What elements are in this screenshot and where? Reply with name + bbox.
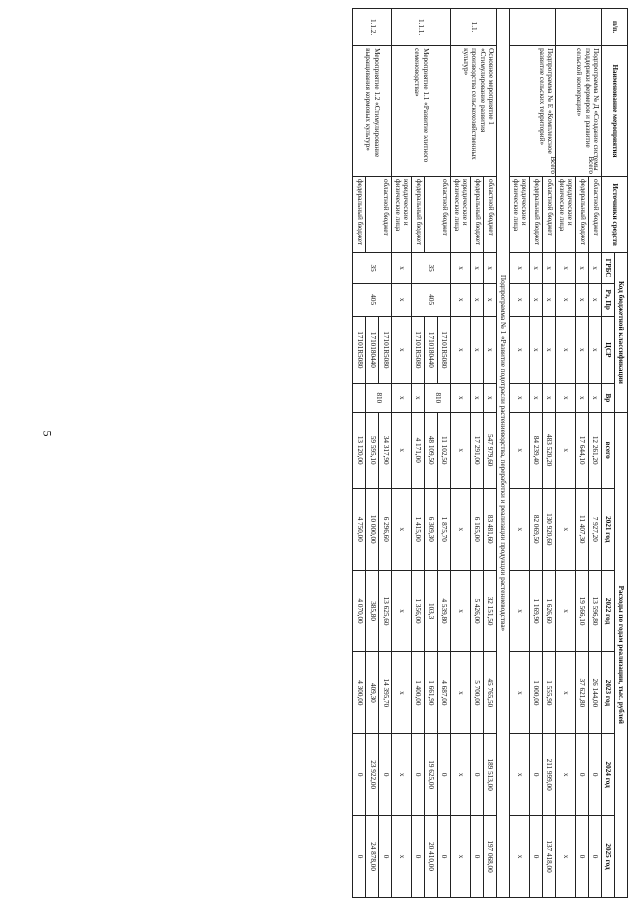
vr-cell: x xyxy=(530,384,543,412)
year-cell: 0 xyxy=(438,816,451,898)
year-cell: 19 566,10 xyxy=(576,570,589,652)
year-cell: 4 750,00 xyxy=(353,488,366,570)
csr-cell: 1710180440 xyxy=(425,316,438,384)
year-cell: 0 xyxy=(353,734,366,816)
table-row xyxy=(379,9,392,898)
csr-cell: x xyxy=(483,316,496,384)
year-cell: 5 700,00 xyxy=(470,652,483,734)
rzpr-cell: x xyxy=(451,283,471,316)
year-cell: 6 309,30 xyxy=(425,488,438,570)
event-name xyxy=(510,46,556,177)
header-source: Источники средств xyxy=(602,176,628,252)
year-cell: 13 625,60 xyxy=(379,570,392,652)
total-cell: 84 239,40 xyxy=(530,412,543,488)
source-cell: федеральный бюджет xyxy=(470,176,483,252)
event-name: Основное мероприятие 1 «Стимулирование развития производства сельскохозяйственных культур» xyxy=(451,46,497,177)
year-cell: 137 418,00 xyxy=(543,816,556,898)
source-cell: областной бюджет xyxy=(366,176,392,252)
year-cell: 83 481,60 xyxy=(483,488,496,570)
rzpr-cell: x xyxy=(589,283,602,316)
header-csr: ЦСР xyxy=(602,316,615,384)
year-cell: 20 410,00 xyxy=(425,816,438,898)
header-rzpr: Рз, Пр xyxy=(602,283,615,316)
year-cell: 0 xyxy=(576,734,589,816)
year-cell: 37 621,80 xyxy=(576,652,589,734)
vr-cell: x xyxy=(556,384,576,412)
csr-cell: 1710180440 xyxy=(366,316,379,384)
year-cell: 5 426,00 xyxy=(470,570,483,652)
year-cell: x xyxy=(556,816,576,898)
year-cell: 4 070,00 xyxy=(353,570,366,652)
grbs-cell: x xyxy=(530,253,543,284)
csr-cell: x xyxy=(556,316,576,384)
vr-cell xyxy=(353,384,366,412)
total-cell: x xyxy=(451,412,471,488)
row-num: 1.1.2. xyxy=(353,9,392,46)
subprogram-row xyxy=(496,9,509,898)
total-cell: x xyxy=(510,412,530,488)
year-cell: 6 165,00 xyxy=(470,488,483,570)
total-cell: 17 644,10 xyxy=(576,412,589,488)
csr-cell: x xyxy=(543,316,556,384)
year-cell: x xyxy=(556,734,576,816)
csr-cell: x xyxy=(576,316,589,384)
rzpr-cell: x xyxy=(483,283,496,316)
csr-cell: 17101R5080 xyxy=(438,316,451,384)
header-grbs: ГРБС xyxy=(602,253,615,284)
header-num: п/п. xyxy=(602,9,628,46)
grbs-cell: x xyxy=(589,253,602,284)
grbs-cell: x xyxy=(392,253,412,284)
year-cell: 1 400,00 xyxy=(412,652,425,734)
vr-cell: x xyxy=(412,384,425,412)
vr-cell: x xyxy=(589,384,602,412)
year-cell: 11 407,30 xyxy=(576,488,589,570)
csr-cell: 17101R5080 xyxy=(353,316,366,384)
vr-cell: x xyxy=(483,384,496,412)
total-cell: 48 109,50 xyxy=(425,412,438,488)
year-cell: 0 xyxy=(470,734,483,816)
year-cell: 13 596,80 xyxy=(589,570,602,652)
csr-cell: x xyxy=(589,316,602,384)
year-cell: 0 xyxy=(530,734,543,816)
year-cell: x xyxy=(510,652,530,734)
year-cell: 1 626,60 xyxy=(543,570,556,652)
year-cell: 211 999,00 xyxy=(543,734,556,816)
total-cell: 34 317,90 xyxy=(379,412,392,488)
year-cell: 4 687,00 xyxy=(438,652,451,734)
vr-cell: x xyxy=(510,384,530,412)
vr-cell: x xyxy=(451,384,471,412)
year-cell: 4 300,00 xyxy=(353,652,366,734)
year-cell: 24 878,00 xyxy=(366,816,379,898)
row-num xyxy=(510,9,556,46)
source-cell: областной бюджет xyxy=(589,176,602,252)
event-note: Всего xyxy=(586,156,595,174)
row-num: 1.1. xyxy=(451,9,497,46)
header-year: 2025 год xyxy=(602,816,615,898)
grbs-cell: x xyxy=(543,253,556,284)
year-cell: 0 xyxy=(530,816,543,898)
csr-cell: x xyxy=(510,316,530,384)
header-expenses: Расходы по годам реализации, тыс. рублей xyxy=(615,412,628,897)
year-cell: 0 xyxy=(589,734,602,816)
year-cell: x xyxy=(556,488,576,570)
row-num: 1.1.1. xyxy=(392,9,451,46)
year-cell: 26 144,00 xyxy=(589,652,602,734)
rotated-table-wrapper xyxy=(100,8,628,898)
vr-cell: x xyxy=(392,384,412,412)
year-cell: 7 927,20 xyxy=(589,488,602,570)
year-cell: 103,3 xyxy=(425,570,438,652)
source-cell: юридические и физические лица xyxy=(451,176,471,252)
year-cell: 14 395,70 xyxy=(379,652,392,734)
page-number: 5 xyxy=(40,430,55,437)
year-cell: 0 xyxy=(353,816,366,898)
year-cell: x xyxy=(451,816,471,898)
table-row xyxy=(543,9,556,898)
year-cell: x xyxy=(510,570,530,652)
source-cell: юридические и физические лица xyxy=(510,176,530,252)
rzpr-cell: 405 xyxy=(412,283,451,316)
source-cell: федеральный бюджет xyxy=(412,176,425,252)
header-total: всего xyxy=(602,412,615,488)
total-cell: x xyxy=(392,412,412,488)
year-cell: 10 000,00 xyxy=(366,488,379,570)
year-cell: x xyxy=(392,734,412,816)
year-cell: x xyxy=(392,570,412,652)
year-cell: 0 xyxy=(438,734,451,816)
year-cell: 0 xyxy=(412,816,425,898)
grbs-cell: 35 xyxy=(353,253,392,284)
year-cell: x xyxy=(510,816,530,898)
year-cell: 197 068,00 xyxy=(483,816,496,898)
vr-cell: x xyxy=(543,384,556,412)
grbs-cell: x xyxy=(483,253,496,284)
year-cell: x xyxy=(392,816,412,898)
csr-cell: 17101R5080 xyxy=(379,316,392,384)
grbs-cell: x xyxy=(576,253,589,284)
grbs-cell: x xyxy=(556,253,576,284)
year-cell: 0 xyxy=(589,816,602,898)
event-title: Подпрограмма № Е «Комплексное развитие сельских территорий» xyxy=(537,48,555,154)
year-cell: x xyxy=(451,488,471,570)
event-name: Мероприятие 1.2 «Стимулирование выращивания кормовых культур» xyxy=(353,46,392,177)
csr-cell: x xyxy=(451,316,471,384)
source-cell: федеральный бюджет xyxy=(530,176,543,252)
source-cell: областной бюджет xyxy=(543,176,556,252)
year-cell: 1 169,90 xyxy=(530,570,543,652)
year-cell: x xyxy=(451,570,471,652)
year-cell: 0 xyxy=(412,734,425,816)
budget-table xyxy=(352,8,628,898)
rzpr-cell: x xyxy=(576,283,589,316)
total-cell: 483 520,20 xyxy=(543,412,556,488)
source-cell: федеральный бюджет xyxy=(576,176,589,252)
rzpr-cell: x xyxy=(543,283,556,316)
row-num xyxy=(556,9,602,46)
year-cell: 409,30 xyxy=(366,652,379,734)
year-cell: 1 000,00 xyxy=(530,652,543,734)
rzpr-cell: x xyxy=(510,283,530,316)
event-name xyxy=(556,46,602,177)
year-cell: 0 xyxy=(379,816,392,898)
vr-cell: 810 xyxy=(366,384,392,412)
rzpr-cell: 405 xyxy=(353,283,392,316)
event-title: Подпрограмма № Д «Создание системы поддержки фермеров и развитие сельской кооперации» xyxy=(575,48,600,171)
grbs-cell: x xyxy=(470,253,483,284)
csr-cell: x xyxy=(530,316,543,384)
year-cell: 19 625,00 xyxy=(425,734,438,816)
year-cell: 82 069,50 xyxy=(530,488,543,570)
year-cell: x xyxy=(510,734,530,816)
year-cell: 0 xyxy=(379,734,392,816)
total-cell: x xyxy=(556,412,576,488)
source-cell: юридические и физические лица xyxy=(556,176,576,252)
year-cell: 1 661,90 xyxy=(425,652,438,734)
year-cell: 0 xyxy=(576,816,589,898)
total-cell: 59 595,10 xyxy=(366,412,379,488)
rzpr-cell: x xyxy=(470,283,483,316)
year-cell: 23 922,00 xyxy=(366,734,379,816)
header-budget-code: Код бюджетной классификации xyxy=(615,253,628,412)
year-cell: 1 415,00 xyxy=(412,488,425,570)
table-row xyxy=(483,9,496,898)
year-cell: x xyxy=(392,488,412,570)
year-cell: 0 xyxy=(470,816,483,898)
total-cell: 547 979,60 xyxy=(483,412,496,488)
year-cell: x xyxy=(392,652,412,734)
source-cell: юридические и физические лица xyxy=(392,176,412,252)
grbs-cell: x xyxy=(510,253,530,284)
grbs-cell: x xyxy=(451,253,471,284)
event-note: Всего xyxy=(549,156,558,174)
vr-cell: 810 xyxy=(425,384,451,412)
source-cell: областной бюджет xyxy=(425,176,451,252)
subprogram-title: Подпрограмма № 1 «Развитие подотрасли растениеводства, переработки и реализации продукции растениеводства» xyxy=(496,9,509,898)
csr-cell: x xyxy=(470,316,483,384)
year-cell: x xyxy=(556,570,576,652)
grbs-cell: 35 xyxy=(412,253,451,284)
csr-cell: x xyxy=(392,316,412,384)
total-cell: 17 291,00 xyxy=(470,412,483,488)
vr-cell: x xyxy=(470,384,483,412)
source-cell: федеральный бюджет xyxy=(353,176,366,252)
year-cell: x xyxy=(556,652,576,734)
header-name: Наименование мероприятия xyxy=(602,46,628,177)
year-cell: 1 555,90 xyxy=(543,652,556,734)
total-cell: 11 102,50 xyxy=(438,412,451,488)
header-year: 2021 год xyxy=(602,488,615,570)
header-year: 2024 год xyxy=(602,734,615,816)
year-cell: 1 875,70 xyxy=(438,488,451,570)
total-cell: 13 120,00 xyxy=(353,412,366,488)
year-cell: 4 539,80 xyxy=(438,570,451,652)
year-cell: 385,80 xyxy=(366,570,379,652)
header-year: 2022 год xyxy=(602,570,615,652)
year-cell: x xyxy=(510,488,530,570)
event-name: Мероприятие 1.1 «Развитие элитного семеноводства» xyxy=(392,46,451,177)
table-row xyxy=(589,9,602,898)
year-cell: 130 920,60 xyxy=(543,488,556,570)
year-cell: 189 513,00 xyxy=(483,734,496,816)
year-cell: 32 151,50 xyxy=(483,570,496,652)
year-cell: x xyxy=(451,652,471,734)
rzpr-cell: x xyxy=(556,283,576,316)
header-vr: Вр xyxy=(602,384,615,412)
year-cell: 45 765,50 xyxy=(483,652,496,734)
year-cell: 1 356,00 xyxy=(412,570,425,652)
year-cell: x xyxy=(451,734,471,816)
total-cell: 12 261,20 xyxy=(589,412,602,488)
vr-cell: x xyxy=(576,384,589,412)
source-cell: областной бюджет xyxy=(483,176,496,252)
total-cell: 4 171,00 xyxy=(412,412,425,488)
csr-cell: 17101R5080 xyxy=(412,316,425,384)
header-row-1 xyxy=(615,9,628,898)
table-row xyxy=(438,9,451,898)
rzpr-cell: x xyxy=(530,283,543,316)
header-year: 2023 год xyxy=(602,652,615,734)
year-cell: 6 296,60 xyxy=(379,488,392,570)
rzpr-cell: x xyxy=(392,283,412,316)
